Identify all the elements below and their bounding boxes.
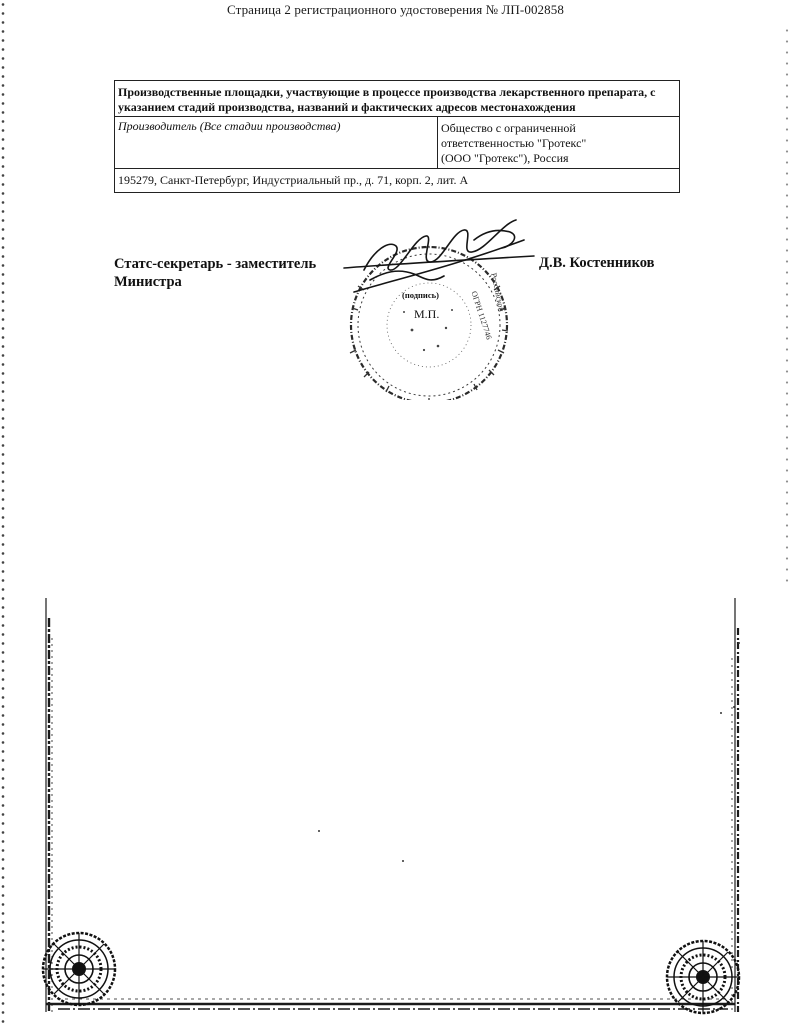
scan-speck [738,642,740,644]
address-cell: 195279, Санкт-Петербург, Индустриальный пр., д. 71, корп. 2, лит. А [115,169,680,193]
scan-speck [733,706,735,708]
signatory-name: Д.В. Костенников [539,255,655,271]
rosette-ornament-right [664,938,742,1016]
signature-caption: (подпись) [402,290,439,300]
table-heading-cell: Производственные площадки, участвующие в процессе производства лекарственного препарата, с указанием стадий производства, названий и фактических адресов местонахождения [115,81,680,117]
manufacturer-role-cell: Производитель (Все стадии производства) [115,117,438,169]
organization-line-2: ответственностью "Гротекс" [441,136,587,150]
seal-place-mark: М.П. [414,307,440,321]
seal-ring-text: ОГРН 1127746 [469,290,494,341]
table-row [115,81,680,117]
security-border [38,598,743,1012]
signatory-position [114,255,316,291]
organization-line-3: (ООО "Гротекс"), Россия [441,151,569,165]
scan-speck [318,830,320,832]
position-line-2: Министра [114,274,182,290]
seal-ring-text-2: Российской [489,272,507,313]
rosette-ornament-left [40,930,118,1008]
official-seal [334,210,544,400]
organization-line-1: Общество с ограниченной [441,121,576,135]
scan-edge-left [0,0,6,1024]
production-sites-table [114,80,680,193]
scan-edge-right [785,25,789,585]
seal-graphic [334,210,544,400]
scan-speck [402,860,404,862]
scan-speck [720,712,722,714]
table-row [115,117,680,169]
table-row [115,169,680,193]
page-header: Страница 2 регистрационного удостоверения № ЛП-002858 [227,2,564,17]
position-line-1: Статс-секретарь - заместитель [114,256,317,272]
organization-cell [438,117,680,169]
